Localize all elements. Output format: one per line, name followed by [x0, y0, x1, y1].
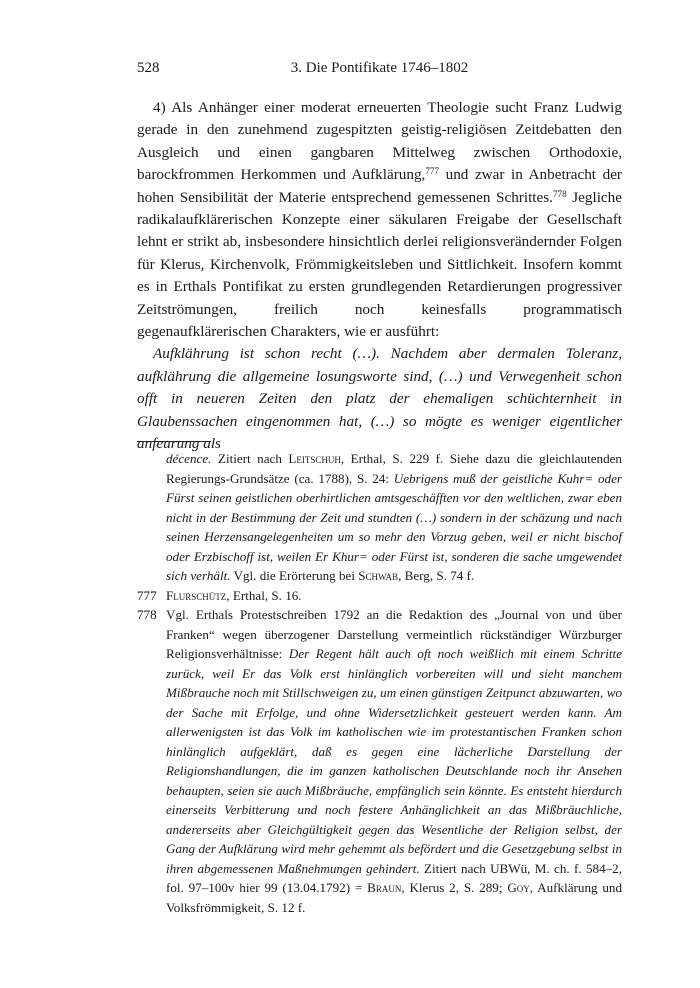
author-name: Leitschuh: [288, 451, 341, 466]
footnote-quote: Der Regent hält auch oft noch weißlich mit einem Schritte zurück, weil Er das Volk erst hinlänglich vorbereiten will und sieht manchem Mißbrauche noch mit Stillschweigen zu, um einen günstigen Zeitpunct abzuwarten, wo der Sache mit Erfolge, und ohne Widersetzlichkeit gesteuert werden kann. Am allerwenigsten ist das Volk im katholischen wie im protestantischen Franken schon hinlänglich aufgeklärt, daß es gegen eine lächerliche Darstellung der Religionshandlungen, die im ganzen katholischen Deutschlande noch ihr Ansehen behaupten, seien sie auch Mißbräuche, empfänglich sein könnte. Es entsteht hierdurch einerseits Verbitterung und noch festere Anhänglichkeit an das Mißbräuchliche, andererseits aber Gleichgültigkeit gegen das Wesentliche der Religion selbst, der Gang der Aufklärung wird mehr gehemmt als befördert und die Gesetzgebung selbst in ihren abgemessenen Maßnehmungen gehindert.: [166, 646, 623, 876]
footnote-text: , Klerus 2, S. 289;: [401, 880, 508, 895]
author-name: Flurschütz: [166, 587, 227, 603]
footnote-text: , Aufklärung und Volksfrömmigkeit, S. 12 f.: [166, 880, 623, 915]
main-text: [137, 97, 622, 456]
footnote-number: 778: [137, 607, 157, 622]
block-quote: [137, 343, 622, 455]
footnote-text: Zitiert nach: [211, 451, 289, 466]
page-number: 528: [137, 60, 160, 76]
footnote-reference: 777: [425, 166, 440, 177]
footnote-text: décence.: [166, 451, 212, 466]
footnote-text: Vgl. Erthals Protestschreiben 1792 an die Redaktion des „Journal von und über Franken“ wegen überzogener Darstellung vermeintlich rückständiger Würzburger Religionsverhältnisse:: [166, 607, 622, 661]
footnote-text: Zitiert nach UBWü, M. ch. f. 584–2, fol. 97–100v hier 99 (13.04.1792) =: [166, 860, 622, 895]
page-header: [137, 60, 622, 84]
footnotes: [137, 449, 622, 917]
footnote-text: , Berg, S. 74 f.: [398, 568, 475, 583]
paragraph-text: und zwar in Anbetracht der hohen Sensibilität der Materie entsprechend gemessenen Schrittes.: [137, 166, 622, 206]
paragraph-text: 4) Als Anhänger einer moderat erneuerten Theologie sucht Franz Ludwig gerade in den zunehmend zugespitzten geistig-religiösen Zeitdebatten den Ausgleich und einen gangbaren Mittelweg zwischen Orthodoxie, barockfrommen Herkommen und Aufklärung,: [137, 99, 622, 184]
quote-text: Aufklährung ist schon recht (…). Nachdem aber dermalen Toleranz, aufklährung die allgemeine losungsworte sind, (…) und Verwegenheit schon offt in neueren Zeiten den platz der ehemaligen schüchternheit in Glaubenssachen eingenommen hat, (…) so mögte es weniger eigentlicher anfeurung als: [137, 345, 622, 453]
author-name: Schwab: [358, 568, 399, 583]
footnote-quote: Uebrigens muß der geistliche Kuhr= oder Fürst seinen geistlichen oberhirtlichen amtsgeschäfften vor den weltlichen, zwar eben nicht in der Bestimmung der Zeit und stundten (…) sondern in der schäzung und nach seinen Herzensangelegenheiten um so mehr den Vorzug geben, weil er nicht bischof oder Erzbischoff ist, weilen Er Khur= oder Fürst ist, sonderen die sache umgewendet sich verhält.: [166, 470, 622, 583]
footnote-separator: [137, 441, 211, 442]
footnote-text: , Erthal, S. 229 f. Siehe dazu die gleichlautenden Regierungs-Grundsätze (ca. 1788), S. 24:: [166, 451, 622, 486]
running-title: 3. Die Pontifikate 1746–1802: [290, 60, 469, 76]
footnote-number: 777: [137, 587, 157, 603]
author-name: Goy: [507, 880, 530, 895]
footnote-text: Vgl. die Erörterung bei: [230, 568, 359, 583]
paragraph-text: Jegliche radikalaufklärerischen Konzepte einer säkularen Freigabe der Gesellschaft lehnt er strikt ab, insbesondere hinsichtlich derlei religionsverändernder Folgen für Klerus, Kirchenvolk, Frömmigkeitsleben und Sittlichkeit. Insofern kommt es in Erthals Pontifikat zu ersten grundlegenden Retardierungen progressiver Zeitströmungen, freilich noch keinesfalls programmatisch gegenaufklärerischen Charakters, wie er ausführt:: [137, 188, 622, 341]
paragraph: [137, 97, 622, 343]
footnote-reference: 778: [552, 188, 567, 199]
author-name: Braun: [367, 880, 402, 895]
footnote-continuation: [137, 449, 622, 586]
footnote-777: [137, 586, 622, 606]
footnote-778: [137, 605, 622, 917]
footnote-text: , Erthal, S. 16.: [226, 587, 302, 603]
